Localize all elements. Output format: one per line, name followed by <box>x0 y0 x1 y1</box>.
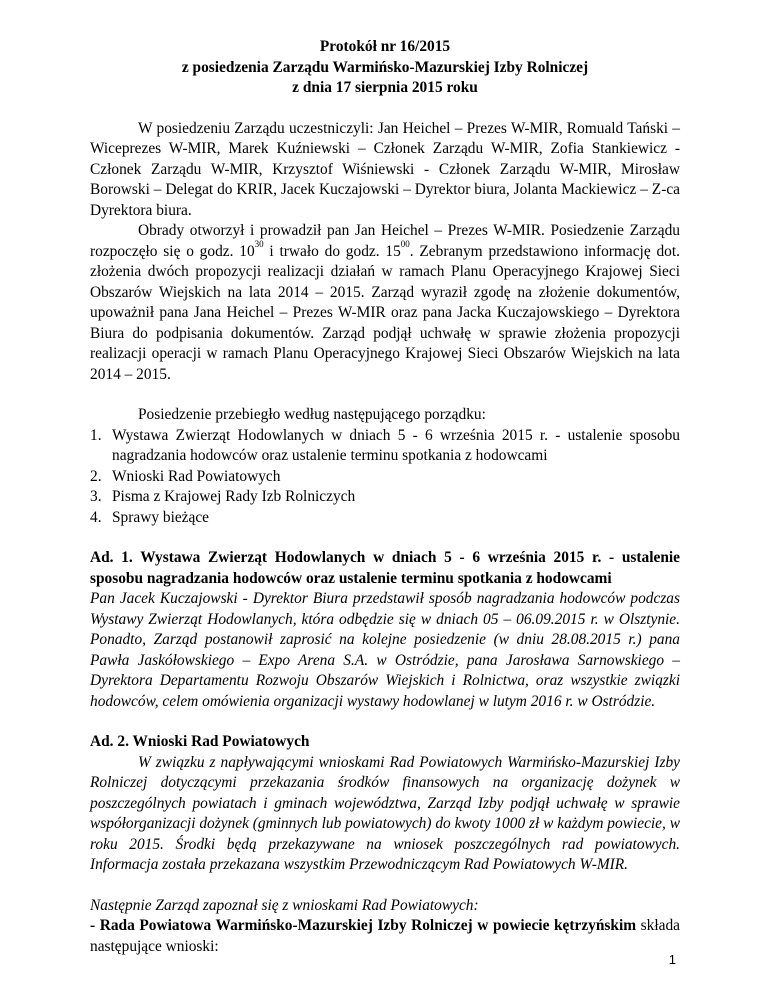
ad1-heading: Ad. 1. Wystawa Zwierząt Hodowlanych w dniach 5 - 6 września 2015 r. - ustalenie sposobu nagradzania hodowców oraz ustalenie terminu spotkania z hodowcami <box>90 549 680 587</box>
agenda-item <box>90 508 680 529</box>
rada-ketrzyn-name: - Rada Powiatowa Warmińsko-Mazurskiej Izby Rolniczej w powiecie kętrzyńskim <box>90 917 637 934</box>
agenda-item <box>90 426 680 467</box>
agenda-item-number: 2. <box>90 467 102 485</box>
agenda-item-number: 1. <box>90 426 102 444</box>
document-body <box>90 37 680 957</box>
document-title <box>90 37 680 99</box>
meeting-date: z dnia 17 sierpnia 2015 roku <box>292 79 478 96</box>
opening-text-b: i trwało do godz. 15 <box>263 242 401 260</box>
agenda-item-number: 3. <box>90 488 102 505</box>
ad1-body: Pan Jacek Kuczajowski - Dyrektor Biura przedstawił sposób nagradzania hodowców podczas Wystawy Zwierząt Hodowlanych, która odbędzie się w dniach 05 – 06.09.2015 r. w Olsztynie. Ponadto, Zarząd postanowił zaprosić na kolejne posiedzenie (w dniu 28.08.2015 r.) pana Pawła Jaskółowskiego – Expo Arena S.A. w Ostródzie, pana Jarosława Sarnowskiego – Dyrektora Departamentu Rozwoju Obszarów Wiejskich i Rolnictwa, oraz wszystkie związki hodowców, celem omówienia organizacji wystawy hodowlanej w lutym 2016 r. w Ostródzie. <box>90 590 680 710</box>
agenda-item-number: 4. <box>90 508 102 526</box>
rada-ketrzyn-rest: składa następujące wnioski: <box>90 917 680 955</box>
agenda-item-text: Wystawa Zwierząt Hodowlanych w dniach 5 - 6 września 2015 r. - ustalenie sposobu nagradzania hodowców oraz ustalenie terminu spotkania z hodowcami <box>112 426 680 464</box>
start-time-minutes: 30 <box>254 239 264 250</box>
opening-text-c: . Zebranym przedstawiono informację dot. złożenia dwóch propozycji realizacji działań w ramach Planu Operacyjnego Krajowej Sieci Obszarów Wiejskich na lata 2014 – 2015. Zarząd wyraził zgodę na złożenie dokumentów, upoważnił pana Jana Heichel – Prezes W-MIR oraz pana Jacka Kuczajowskiego – Dyrektora Biura do podpisania dokumentów. Zarząd podjął uchwałę w sprawie złożenia propozycji realizacji operacji w ramach Planu Operacyjnego Krajowej Sieci Obszarów Wiejskich na lata 2014 – 2015. <box>90 242 680 383</box>
agenda-list <box>90 426 680 529</box>
meeting-subject: z posiedzenia Zarządu Warmińsko-Mazurskiej Izby Rolniczej <box>181 58 589 76</box>
end-time-minutes: 00 <box>400 239 410 250</box>
agenda-item-text: Wnioski Rad Powiatowych <box>112 467 281 485</box>
agenda-item <box>90 487 680 508</box>
agenda-item-text: Pisma z Krajowej Rady Izb Rolniczych <box>112 488 356 505</box>
ad2-heading: Ad. 2. Wnioski Rad Powiatowych <box>90 733 310 750</box>
page-number: 1 <box>668 952 676 967</box>
opening-paragraph <box>90 221 680 385</box>
ad2-body: W związku z napływającymi wnioskami Rad Powiatowych Warmińsko-Mazurskiej Izby Rolniczej dotyczącymi przekazania środków finansowych na organizację dożynek w poszczególnych powiatach i gminach województwa, Zarząd Izby podjął uchwałę w sprawie współorganizacji dożynek (gminnych lub powiatowych) do kwoty 1000 zł w każdym powiecie, w roku 2015. Środki będą przekazywane na wniosek poszczególnych rad powiatowych. Informacja została przekazana wszystkim Przewodniczącym Rad Powiatowych W-MIR. <box>90 753 680 873</box>
opening-text-a: Obrady otworzył i prowadził pan Jan Heichel – Prezes W-MIR. Posiedzenie Zarządu rozpoczęło się o godz. 10 <box>90 222 680 260</box>
protocol-number: Protokół nr 16/2015 <box>319 38 451 55</box>
attendance-paragraph: W posiedzeniu Zarządu uczestniczyli: Jan Heichel – Prezes W-MIR, Romuald Tański – Wiceprezes W-MIR, Marek Kuźniewski – Członek Zarządu W-MIR, Zofia Stankiewicz - Członek Zarządu W-MIR, Krzysztof Wiśniewski - Członek Zarządu W-MIR, Mirosław Borowski – Delegat do KRIR, Jacek Kuczajowski – Dyrektor biura, Jolanta Mackiewicz – Z-ca Dyrektora biura. <box>90 119 680 219</box>
agenda-item <box>90 467 680 488</box>
rada-ketrzyn-paragraph <box>90 916 680 957</box>
ad2-next: Następnie Zarząd zapoznał się z wnioskami Rad Powiatowych: <box>90 896 479 914</box>
agenda-item-text: Sprawy bieżące <box>112 508 209 526</box>
agenda-intro: Posiedzenie przebiegło według następującego porządku: <box>138 406 486 423</box>
